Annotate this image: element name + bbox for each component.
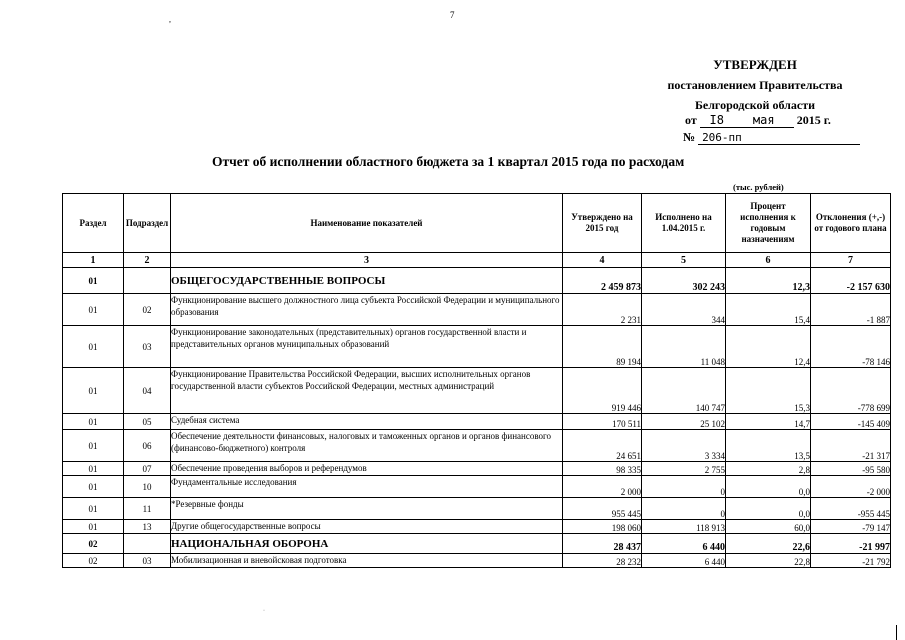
- executed-amount: 25 102: [642, 414, 726, 430]
- page-number: 7: [450, 10, 455, 20]
- header-deviation: Отклонения (+,-) от годового плана: [811, 194, 891, 253]
- header-executed: Исполнено на 1.04.2015 г.: [642, 194, 726, 253]
- approved-amount: 2 000: [563, 476, 642, 498]
- section-code: 01: [63, 462, 124, 476]
- table-row: [63, 476, 891, 498]
- approved-amount: 89 194: [563, 326, 642, 368]
- indicator-name: Судебная система: [171, 414, 563, 430]
- subsection-code: 02: [124, 294, 171, 326]
- column-number: 1: [63, 253, 124, 268]
- executed-amount: 0: [642, 498, 726, 520]
- section-code: 01: [63, 326, 124, 368]
- indicator-name: Другие общегосударственные вопросы: [171, 520, 563, 534]
- document-title: Отчет об исполнении областного бюджета за 1 квартал 2015 года по расходам: [212, 154, 685, 169]
- table-header-row: [63, 194, 891, 253]
- scan-mark: ,: [169, 15, 171, 24]
- approved-amount: 98 335: [563, 462, 642, 476]
- executed-amount: 2 755: [642, 462, 726, 476]
- approval-date: [685, 113, 831, 128]
- section-code: 02: [63, 554, 124, 568]
- section-code: 01: [63, 268, 124, 294]
- section-code: 01: [63, 294, 124, 326]
- subsection-code: 07: [124, 462, 171, 476]
- table-row: [63, 414, 891, 430]
- deviation-amount: -778 699: [811, 368, 891, 414]
- date-prefix: от: [685, 113, 697, 127]
- subsection-code: 06: [124, 430, 171, 462]
- executed-amount: 11 048: [642, 326, 726, 368]
- execution-percent: 14,7: [726, 414, 811, 430]
- execution-percent: 60,0: [726, 520, 811, 534]
- section-code: 02: [63, 534, 124, 554]
- approved-amount: 28 437: [563, 534, 642, 554]
- subsection-code: 13: [124, 520, 171, 534]
- deviation-amount: -145 409: [811, 414, 891, 430]
- column-number: 5: [642, 253, 726, 268]
- section-code: 01: [63, 520, 124, 534]
- execution-percent: 0,0: [726, 498, 811, 520]
- units-label: (тыс. рублей): [733, 182, 784, 192]
- execution-percent: 13,5: [726, 430, 811, 462]
- header-percent: Процент исполнения к годовым назначениям: [726, 194, 811, 253]
- indicator-name: Фундаментальные исследования: [171, 476, 563, 498]
- executed-amount: 140 747: [642, 368, 726, 414]
- approval-number: [683, 130, 860, 145]
- approval-stamp: [640, 56, 870, 114]
- execution-percent: 2,8: [726, 462, 811, 476]
- subsection-code: 11: [124, 498, 171, 520]
- table-row: [63, 326, 891, 368]
- indicator-name: *Резервные фонды: [171, 498, 563, 520]
- subsection-code: 05: [124, 414, 171, 430]
- deviation-amount: -1 887: [811, 294, 891, 326]
- column-number: 3: [171, 253, 563, 268]
- indicator-name: Мобилизационная и вневойсковая подготовка: [171, 554, 563, 568]
- budget-table: [62, 193, 891, 568]
- subsection-code: 04: [124, 368, 171, 414]
- date-month: мая: [734, 113, 794, 128]
- approved-amount: 2 231: [563, 294, 642, 326]
- column-number: 7: [811, 253, 891, 268]
- approval-region: Белгородской области: [694, 98, 816, 112]
- indicator-name: ОБЩЕГОСУДАРСТВЕННЫЕ ВОПРОСЫ: [171, 268, 563, 294]
- section-row: [63, 268, 891, 294]
- section-code: 01: [63, 476, 124, 498]
- table-row: [63, 498, 891, 520]
- deviation-amount: -21 792: [811, 554, 891, 568]
- execution-percent: 22,6: [726, 534, 811, 554]
- indicator-name: Функционирование высшего должностного лица субъекта Российской Федерации и муниципального образования: [171, 294, 563, 326]
- header-section: Раздел: [63, 194, 124, 253]
- date-year: 2015 г.: [796, 113, 831, 127]
- table-body: [63, 268, 891, 568]
- table-row: [63, 430, 891, 462]
- section-code: 01: [63, 498, 124, 520]
- indicator-name: Функционирование Правительства Российской Федерации, высших исполнительных органов государственной власти субъектов Российской Федерации, местных администраций: [171, 368, 563, 414]
- indicator-name: Обеспечение проведения выборов и референдумов: [171, 462, 563, 476]
- executed-amount: 3 334: [642, 430, 726, 462]
- column-number: 2: [124, 253, 171, 268]
- deviation-amount: -2 000: [811, 476, 891, 498]
- column-number: 4: [563, 253, 642, 268]
- section-row: [63, 534, 891, 554]
- execution-percent: 22,8: [726, 554, 811, 568]
- section-code: 01: [63, 414, 124, 430]
- execution-percent: 15,3: [726, 368, 811, 414]
- number-prefix: №: [683, 130, 696, 144]
- approval-title: УТВЕРЖДЕН: [713, 57, 797, 72]
- deviation-amount: -2 157 630: [811, 268, 891, 294]
- executed-amount: 0: [642, 476, 726, 498]
- table-row: [63, 462, 891, 476]
- approved-amount: 198 060: [563, 520, 642, 534]
- executed-amount: 6 440: [642, 534, 726, 554]
- execution-percent: 12,4: [726, 326, 811, 368]
- subsection-code: [124, 268, 171, 294]
- scan-edge: [896, 625, 897, 640]
- executed-amount: 6 440: [642, 554, 726, 568]
- header-approved: Утверждено на 2015 год: [563, 194, 642, 253]
- column-number-row: [63, 253, 891, 268]
- approved-amount: 2 459 873: [563, 268, 642, 294]
- executed-amount: 344: [642, 294, 726, 326]
- header-name: Наименование показателей: [171, 194, 563, 253]
- scan-mark: ·: [263, 608, 265, 614]
- deviation-amount: -78 146: [811, 326, 891, 368]
- deviation-amount: -955 445: [811, 498, 891, 520]
- approved-amount: 955 445: [563, 498, 642, 520]
- subsection-code: [124, 534, 171, 554]
- date-day: I8: [700, 113, 734, 128]
- table-row: [63, 368, 891, 414]
- section-code: 01: [63, 430, 124, 462]
- section-code: 01: [63, 368, 124, 414]
- table-row: [63, 294, 891, 326]
- approved-amount: 919 446: [563, 368, 642, 414]
- execution-percent: 12,3: [726, 268, 811, 294]
- indicator-name: Функционирование законодательных (представительных) органов государственной власти и представительных органов муниципальных образований: [171, 326, 563, 368]
- executed-amount: 118 913: [642, 520, 726, 534]
- approved-amount: 28 232: [563, 554, 642, 568]
- table-row: [63, 554, 891, 568]
- deviation-amount: -95 580: [811, 462, 891, 476]
- approved-amount: 170 511: [563, 414, 642, 430]
- subsection-code: 03: [124, 554, 171, 568]
- indicator-name: Обеспечение деятельности финансовых, налоговых и таможенных органов и органов финансового (финансово-бюджетного) контроля: [171, 430, 563, 462]
- approved-amount: 24 651: [563, 430, 642, 462]
- deviation-amount: -21 997: [811, 534, 891, 554]
- subsection-code: 03: [124, 326, 171, 368]
- indicator-name: НАЦИОНАЛЬНАЯ ОБОРОНА: [171, 534, 563, 554]
- approval-authority: постановлением Правительства: [667, 78, 843, 92]
- subsection-code: 10: [124, 476, 171, 498]
- number-value: 206-пп: [698, 131, 860, 145]
- executed-amount: 302 243: [642, 268, 726, 294]
- header-subsection: Подраздел: [124, 194, 171, 253]
- column-number: 6: [726, 253, 811, 268]
- execution-percent: 0,0: [726, 476, 811, 498]
- deviation-amount: -79 147: [811, 520, 891, 534]
- execution-percent: 15,4: [726, 294, 811, 326]
- deviation-amount: -21 317: [811, 430, 891, 462]
- table-row: [63, 520, 891, 534]
